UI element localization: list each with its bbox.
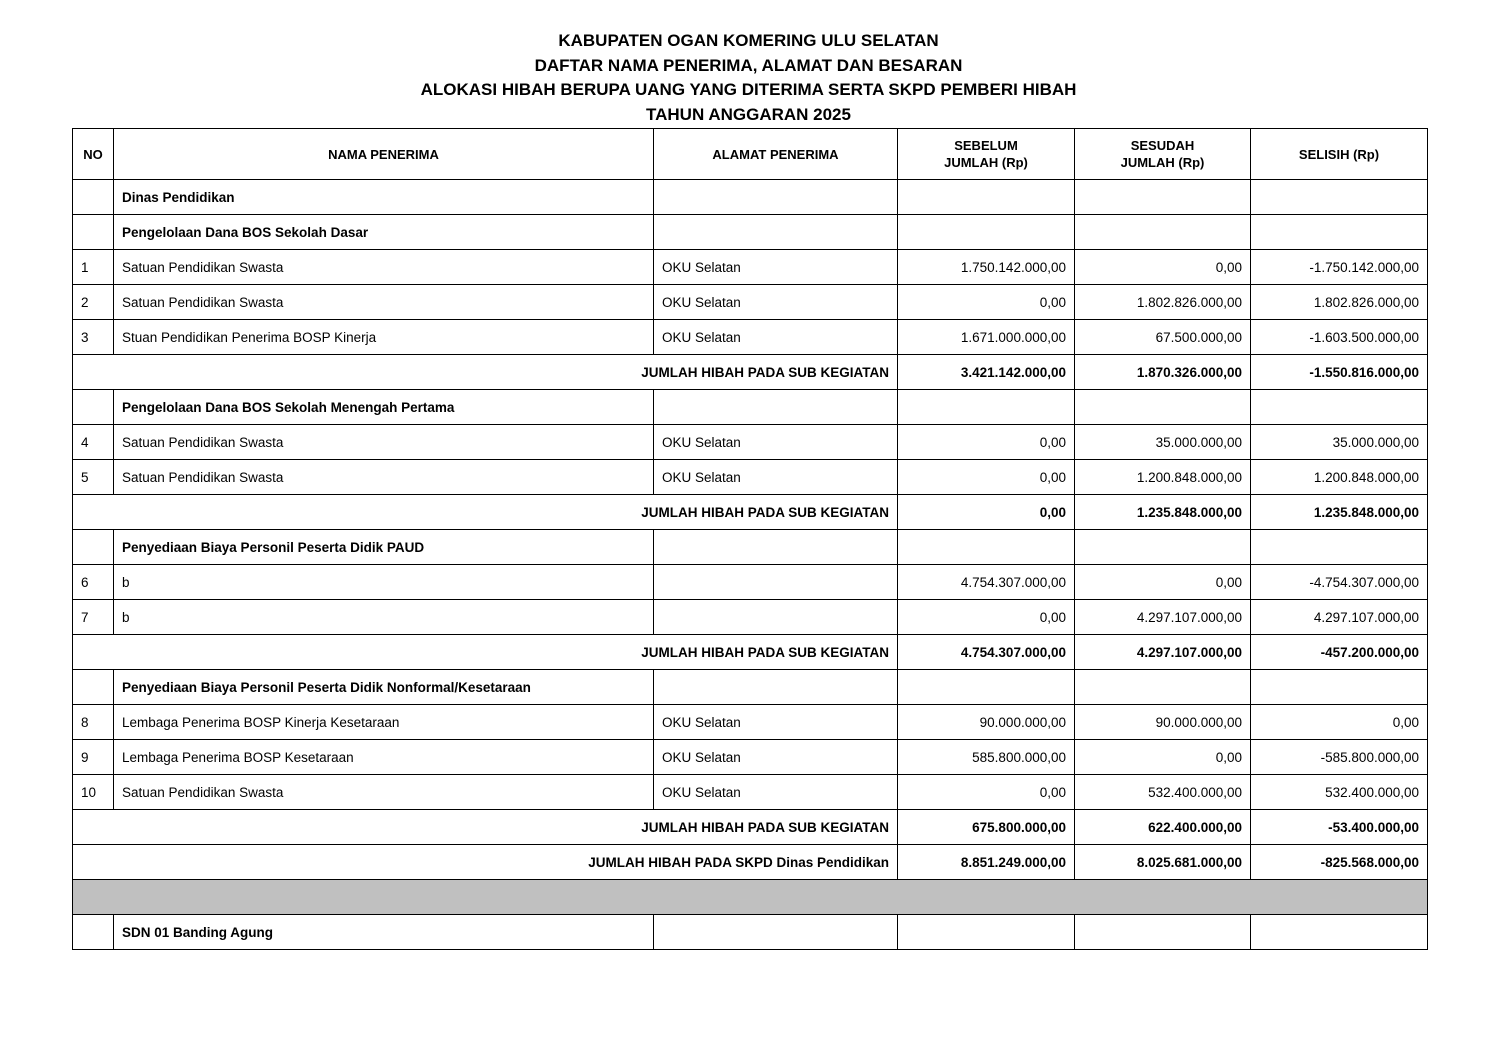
- subtotal-selisih: -53.400.000,00: [1251, 810, 1428, 845]
- cell-sesudah: [1075, 530, 1251, 565]
- cell-selisih: -1.750.142.000,00: [1251, 250, 1428, 285]
- table-row: [73, 285, 1428, 320]
- cell-sesudah: 0,00: [1075, 250, 1251, 285]
- header-alamat-penerima: ALAMAT PENERIMA: [654, 129, 898, 180]
- cell-alamat: OKU Selatan: [654, 705, 898, 740]
- subtotal-sesudah: 622.400.000,00: [1075, 810, 1251, 845]
- cell-sesudah: 1.802.826.000,00: [1075, 285, 1251, 320]
- cell-sesudah: 90.000.000,00: [1075, 705, 1251, 740]
- cell-nama: b: [114, 565, 654, 600]
- skpd-total-sebelum: 8.851.249.000,00: [898, 845, 1075, 880]
- cell-alamat: [654, 670, 898, 705]
- cell-sesudah: 4.297.107.000,00: [1075, 600, 1251, 635]
- cell-selisih: -1.603.500.000,00: [1251, 320, 1428, 355]
- cell-no: 4: [73, 425, 114, 460]
- cell-no: 10: [73, 775, 114, 810]
- cell-sesudah: [1075, 670, 1251, 705]
- cell-selisih: [1251, 180, 1428, 215]
- subtotal-label: JUMLAH HIBAH PADA SUB KEGIATAN: [73, 495, 898, 530]
- cell-selisih: 1.802.826.000,00: [1251, 285, 1428, 320]
- header-sebelum-line-1: SEBELUM: [954, 138, 1018, 153]
- cell-alamat: [654, 530, 898, 565]
- cell-sebelum: 0,00: [898, 460, 1075, 495]
- section-row: [73, 215, 1428, 250]
- section-name: Penyediaan Biaya Personil Peserta Didik Nonformal/Kesetaraan: [114, 670, 654, 705]
- section-name: Penyediaan Biaya Personil Peserta Didik PAUD: [114, 530, 654, 565]
- cell-nama: Lembaga Penerima BOSP Kinerja Kesetaraan: [114, 705, 654, 740]
- header-sesudah: [1075, 129, 1251, 180]
- cell-no: 9: [73, 740, 114, 775]
- cell-no: 2: [73, 285, 114, 320]
- grant-allocation-table: [72, 128, 1428, 950]
- skpd-total-row: [73, 845, 1428, 880]
- title-line-3: ALOKASI HIBAH BERUPA UANG YANG DITERIMA SERTA SKPD PEMBERI HIBAH: [420, 80, 1077, 99]
- cell-selisih: 0,00: [1251, 705, 1428, 740]
- header-no: NO: [73, 129, 114, 180]
- cell-no: 3: [73, 320, 114, 355]
- subtotal-sebelum: 4.754.307.000,00: [898, 635, 1075, 670]
- cell-no: 6: [73, 565, 114, 600]
- title-line-2: DAFTAR NAMA PENERIMA, ALAMAT DAN BESARAN: [534, 55, 963, 75]
- cell-alamat: OKU Selatan: [654, 460, 898, 495]
- cell-alamat: OKU Selatan: [654, 775, 898, 810]
- section-name: Pengelolaan Dana BOS Sekolah Menengah Pertama: [114, 390, 654, 425]
- table-row: [73, 250, 1428, 285]
- header-selisih: SELISIH (Rp): [1251, 129, 1428, 180]
- cell-nama: Satuan Pendidikan Swasta: [114, 460, 654, 495]
- table-row: [73, 600, 1428, 635]
- cell-sebelum: [898, 530, 1075, 565]
- cell-nama: Satuan Pendidikan Swasta: [114, 775, 654, 810]
- cell-sebelum: [898, 390, 1075, 425]
- cell-sebelum: 0,00: [898, 775, 1075, 810]
- cell-sebelum: [898, 915, 1075, 950]
- subtotal-selisih: 1.235.848.000,00: [1251, 495, 1428, 530]
- cell-nama: Satuan Pendidikan Swasta: [114, 285, 654, 320]
- cell-alamat: [654, 180, 898, 215]
- subtotal-label: JUMLAH HIBAH PADA SUB KEGIATAN: [73, 355, 898, 390]
- cell-sesudah: 67.500.000,00: [1075, 320, 1251, 355]
- cell-sebelum: 0,00: [898, 285, 1075, 320]
- section-name: Dinas Pendidikan: [114, 180, 654, 215]
- subtotal-sesudah: 1.235.848.000,00: [1075, 495, 1251, 530]
- cell-sebelum: 90.000.000,00: [898, 705, 1075, 740]
- cell-alamat: [654, 565, 898, 600]
- header-sesudah-line-2: JUMLAH (Rp): [1120, 155, 1205, 170]
- cell-sesudah: 0,00: [1075, 565, 1251, 600]
- cell-no: 1: [73, 250, 114, 285]
- cell-no: 5: [73, 460, 114, 495]
- cell-nama: b: [114, 600, 654, 635]
- header-sesudah-line-1: SESUDAH: [1130, 138, 1195, 153]
- cell-alamat: [654, 215, 898, 250]
- cell-sesudah: 35.000.000,00: [1075, 425, 1251, 460]
- cell-sebelum: 0,00: [898, 425, 1075, 460]
- cell-sebelum: [898, 670, 1075, 705]
- cell-selisih: [1251, 915, 1428, 950]
- section-name: SDN 01 Banding Agung: [114, 915, 654, 950]
- cell-sesudah: [1075, 390, 1251, 425]
- cell-nama: Lembaga Penerima BOSP Kesetaraan: [114, 740, 654, 775]
- title-line-4: TAHUN ANGGARAN 2025: [646, 104, 851, 124]
- separator-row: [73, 880, 1428, 915]
- cell-selisih: -4.754.307.000,00: [1251, 565, 1428, 600]
- subtotal-sesudah: 4.297.107.000,00: [1075, 635, 1251, 670]
- skpd-total-sesudah: 8.025.681.000,00: [1075, 845, 1251, 880]
- cell-selisih: [1251, 670, 1428, 705]
- cell-no: [73, 915, 114, 950]
- cell-alamat: [654, 390, 898, 425]
- header-nama-penerima: NAMA PENERIMA: [114, 129, 654, 180]
- cell-no: 8: [73, 705, 114, 740]
- cell-alamat: OKU Selatan: [654, 425, 898, 460]
- cell-sebelum: 0,00: [898, 600, 1075, 635]
- separator-cell: [73, 880, 1428, 915]
- subtotal-label: JUMLAH HIBAH PADA SUB KEGIATAN: [73, 635, 898, 670]
- header-sebelum: [898, 129, 1075, 180]
- cell-selisih: 4.297.107.000,00: [1251, 600, 1428, 635]
- table-row: [73, 565, 1428, 600]
- subtotal-selisih: -457.200.000,00: [1251, 635, 1428, 670]
- section-name: Pengelolaan Dana BOS Sekolah Dasar: [114, 215, 654, 250]
- cell-sebelum: [898, 215, 1075, 250]
- table-row: [73, 705, 1428, 740]
- section-row: [73, 180, 1428, 215]
- cell-selisih: 1.200.848.000,00: [1251, 460, 1428, 495]
- document-title: [0, 29, 1497, 127]
- cell-sebelum: 4.754.307.000,00: [898, 565, 1075, 600]
- cell-selisih: [1251, 530, 1428, 565]
- subtotal-row: [73, 355, 1428, 390]
- table-header-row: [73, 129, 1428, 180]
- cell-sesudah: [1075, 215, 1251, 250]
- cell-alamat: OKU Selatan: [654, 285, 898, 320]
- cell-no: [73, 670, 114, 705]
- subtotal-label: JUMLAH HIBAH PADA SUB KEGIATAN: [73, 810, 898, 845]
- cell-nama: Satuan Pendidikan Swasta: [114, 425, 654, 460]
- cell-no: 7: [73, 600, 114, 635]
- subtotal-sebelum: 675.800.000,00: [898, 810, 1075, 845]
- cell-no: [73, 390, 114, 425]
- cell-sebelum: 1.750.142.000,00: [898, 250, 1075, 285]
- cell-alamat: OKU Selatan: [654, 250, 898, 285]
- cell-sebelum: [898, 180, 1075, 215]
- table-row: [73, 740, 1428, 775]
- subtotal-sebelum: 0,00: [898, 495, 1075, 530]
- cell-no: [73, 215, 114, 250]
- cell-alamat: OKU Selatan: [654, 740, 898, 775]
- section-row: [73, 915, 1428, 950]
- cell-no: [73, 530, 114, 565]
- cell-selisih: [1251, 390, 1428, 425]
- section-row: [73, 530, 1428, 565]
- cell-no: [73, 180, 114, 215]
- subtotal-selisih: -1.550.816.000,00: [1251, 355, 1428, 390]
- table-row: [73, 320, 1428, 355]
- cell-alamat: OKU Selatan: [654, 320, 898, 355]
- skpd-total-label: JUMLAH HIBAH PADA SKPD Dinas Pendidikan: [73, 845, 898, 880]
- cell-selisih: 35.000.000,00: [1251, 425, 1428, 460]
- section-row: [73, 670, 1428, 705]
- cell-selisih: -585.800.000,00: [1251, 740, 1428, 775]
- table-row: [73, 775, 1428, 810]
- cell-selisih: 532.400.000,00: [1251, 775, 1428, 810]
- cell-nama: Satuan Pendidikan Swasta: [114, 250, 654, 285]
- subtotal-row: [73, 635, 1428, 670]
- table-row: [73, 425, 1428, 460]
- cell-sebelum: 585.800.000,00: [898, 740, 1075, 775]
- cell-sebelum: 1.671.000.000,00: [898, 320, 1075, 355]
- subtotal-sesudah: 1.870.326.000,00: [1075, 355, 1251, 390]
- skpd-total-selisih: -825.568.000,00: [1251, 845, 1428, 880]
- title-line-1: KABUPATEN OGAN KOMERING ULU SELATAN: [558, 31, 939, 50]
- cell-selisih: [1251, 215, 1428, 250]
- cell-sesudah: [1075, 180, 1251, 215]
- header-sebelum-line-2: JUMLAH (Rp): [944, 155, 1028, 170]
- subtotal-row: [73, 495, 1428, 530]
- cell-sesudah: 0,00: [1075, 740, 1251, 775]
- section-row: [73, 390, 1428, 425]
- subtotal-sebelum: 3.421.142.000,00: [898, 355, 1075, 390]
- table-row: [73, 460, 1428, 495]
- cell-sesudah: 532.400.000,00: [1075, 775, 1251, 810]
- cell-alamat: [654, 915, 898, 950]
- subtotal-row: [73, 810, 1428, 845]
- cell-nama: Stuan Pendidikan Penerima BOSP Kinerja: [114, 320, 654, 355]
- cell-sesudah: [1075, 915, 1251, 950]
- cell-sesudah: 1.200.848.000,00: [1075, 460, 1251, 495]
- cell-alamat: [654, 600, 898, 635]
